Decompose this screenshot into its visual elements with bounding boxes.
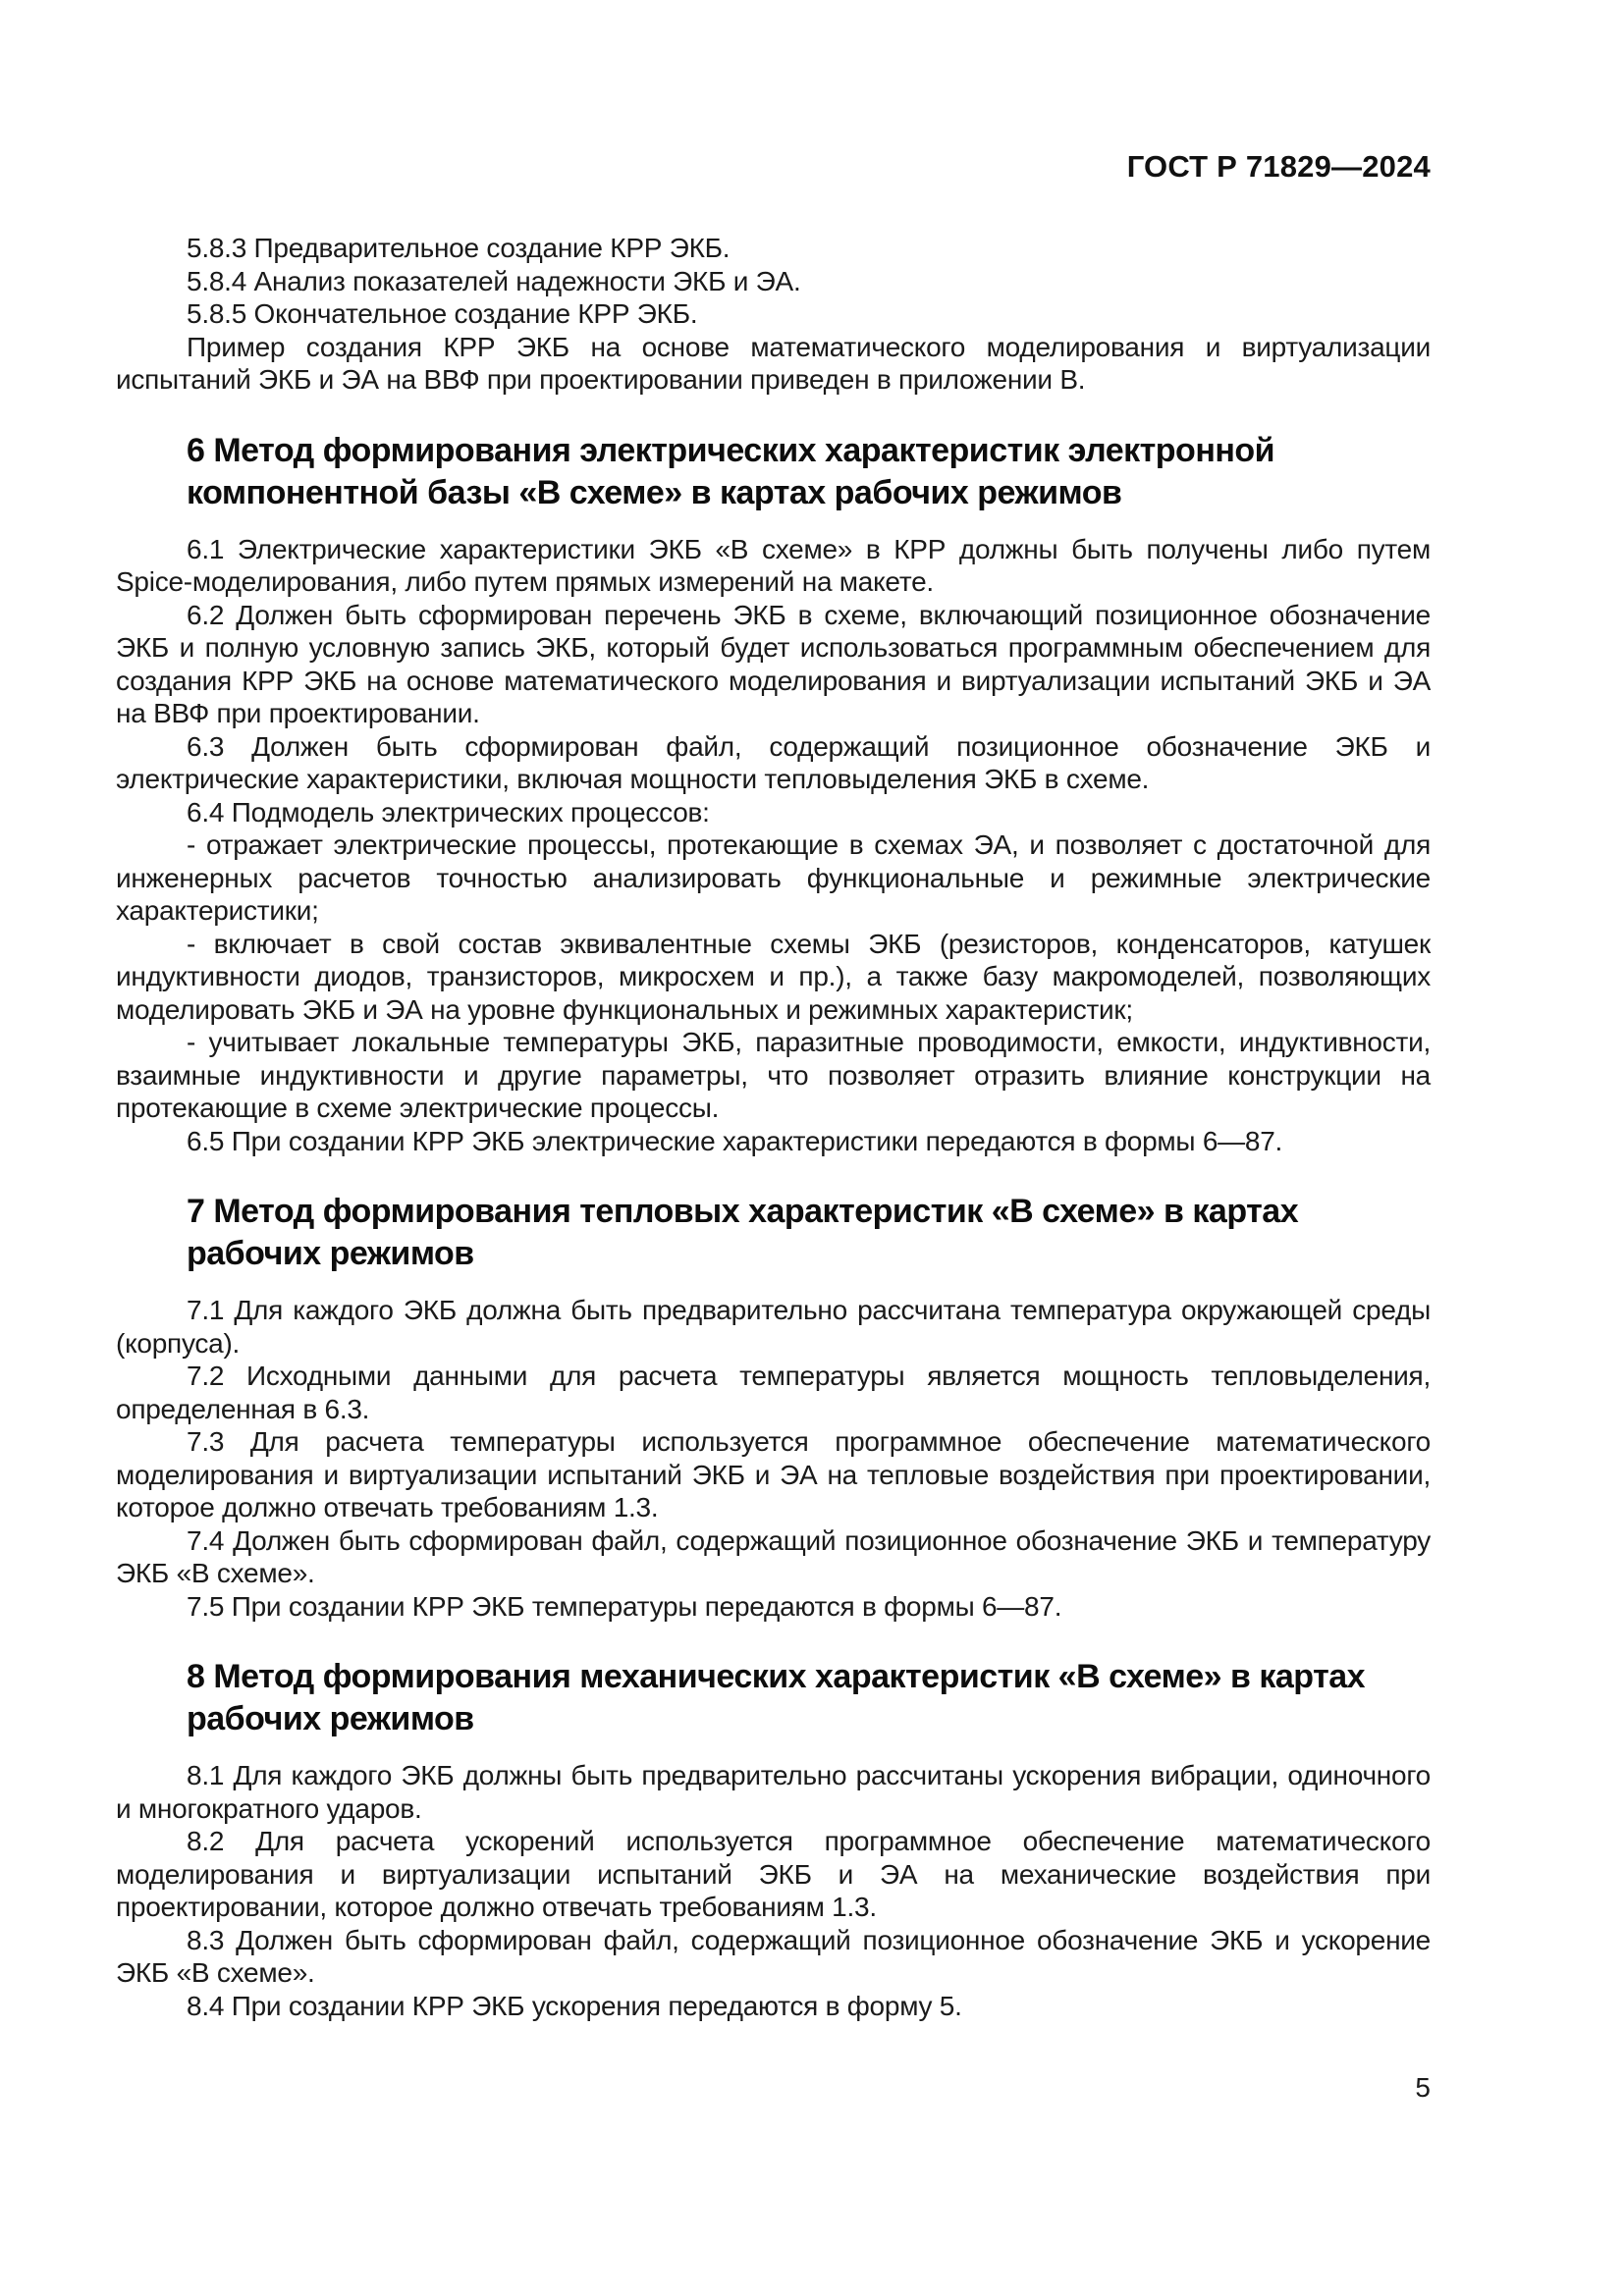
paragraph-5-8-5: 5.8.5 Окончательное создание КРР ЭКБ. <box>187 298 698 329</box>
paragraph-7-2: 7.2 Исходными данными для расчета температуры является мощность тепловыделения, определенная в 6.3. <box>116 1361 1431 1424</box>
paragraph-8-3: 8.3 Должен быть сформирован файл, содержащий позиционное обозначение ЭКБ и ускорение ЭКБ «В схеме». <box>116 1924 1431 1988</box>
paragraph-6-4-item-1: - отражает электрические процессы, протекающие в схемах ЭА, и позволяет с достаточной для инженерных расчетов точностью анализировать функциональные и режимные электрические характеристики; <box>116 829 1431 926</box>
paragraph-7-5: 7.5 При создании КРР ЭКБ температуры передаются в формы 6—87. <box>187 1590 1062 1622</box>
paragraph-7-1: 7.1 Для каждого ЭКБ должна быть предварительно рассчитана температура окружающей среды (корпуса). <box>116 1295 1431 1359</box>
paragraph-7-3: 7.3 Для расчета температуры используется программное обеспечение математического моделирования и виртуализации испытаний ЭКБ и ЭА на тепловые воздействия при проектировании, которое должно отвечать требованиям 1.3. <box>116 1426 1431 1522</box>
section-6-heading: 6 Метод формирования электрических характеристик электронной компонентной базы «В схеме» в картах рабочих режимов <box>187 431 1275 511</box>
paragraph-6-1: 6.1 Электрические характеристики ЭКБ «В схеме» в КРР должны быть получены либо путем Spice-моделирования, либо путем прямых измерений на макете. <box>116 533 1431 597</box>
paragraph-8-1: 8.1 Для каждого ЭКБ должны быть предварительно рассчитаны ускорения вибрации, одиночного и многократного ударов. <box>116 1760 1431 1824</box>
section-7-heading: 7 Метод формирования тепловых характеристик «В схеме» в картах рабочих режимов <box>187 1193 1299 1272</box>
document-standard-number: ГОСТ Р 71829—2024 <box>1126 149 1431 184</box>
paragraph-8-2: 8.2 Для расчета ускорений используется программное обеспечение математического моделирования и виртуализации испытаний ЭКБ и ЭА на механические воздействия при проектировании, которое должно отвечать требованиям 1.3. <box>116 1826 1431 1922</box>
paragraph-6-5: 6.5 При создании КРР ЭКБ электрические характеристики передаются в формы 6—87. <box>187 1125 1283 1156</box>
paragraph-6-3: 6.3 Должен быть сформирован файл, содержащий позиционное обозначение ЭКБ и электрические характеристики, включая мощности тепловыделения ЭКБ в схеме. <box>116 730 1431 794</box>
paragraph-example: Пример создания КРР ЭКБ на основе математического моделирования и виртуализации испытаний ЭКБ и ЭА на ВВФ при проектировании приведен в приложении В. <box>116 331 1431 395</box>
section-8-heading: 8 Метод формирования механических характеристик «В схеме» в картах рабочих режимов <box>187 1658 1366 1737</box>
paragraph-8-4: 8.4 При создании КРР ЭКБ ускорения передаются в форму 5. <box>187 1990 962 2021</box>
paragraph-7-4: 7.4 Должен быть сформирован файл, содержащий позиционное обозначение ЭКБ и температуру ЭКБ «В схеме». <box>116 1524 1431 1588</box>
paragraph-6-2: 6.2 Должен быть сформирован перечень ЭКБ в схеме, включающий позиционное обозначение ЭКБ и полную условную запись ЭКБ, который будет использоваться программным обеспечением для создания КРР ЭКБ на основе математического моделирования и виртуализации испытаний ЭКБ и ЭА на ВВФ при проектировании. <box>116 599 1431 728</box>
paragraph-5-8-4: 5.8.4 Анализ показателей надежности ЭКБ и ЭА. <box>187 265 801 296</box>
paragraph-6-4-item-3: - учитывает локальные температуры ЭКБ, паразитные проводимости, емкости, индуктивности, взаимные индуктивности и другие параметры, что позволяет отразить влияние конструкции на протекающие в схеме электрические процессы. <box>116 1027 1431 1123</box>
document-body <box>116 232 1431 2022</box>
paragraph-6-4-item-2: - включает в свой состав эквивалентные схемы ЭКБ (резисторов, конденсаторов, катушек индуктивности диодов, транзисторов, микросхем и пр.), а также базу макромоделей, позволяющих моделировать ЭКБ и ЭА на уровне функциональных и режимных характеристик; <box>116 928 1431 1025</box>
paragraph-6-4: 6.4 Подмодель электрических процессов: <box>187 796 710 828</box>
page-number: 5 <box>1415 2072 1431 2103</box>
paragraph-5-8-3: 5.8.3 Предварительное создание КРР ЭКБ. <box>187 233 731 263</box>
